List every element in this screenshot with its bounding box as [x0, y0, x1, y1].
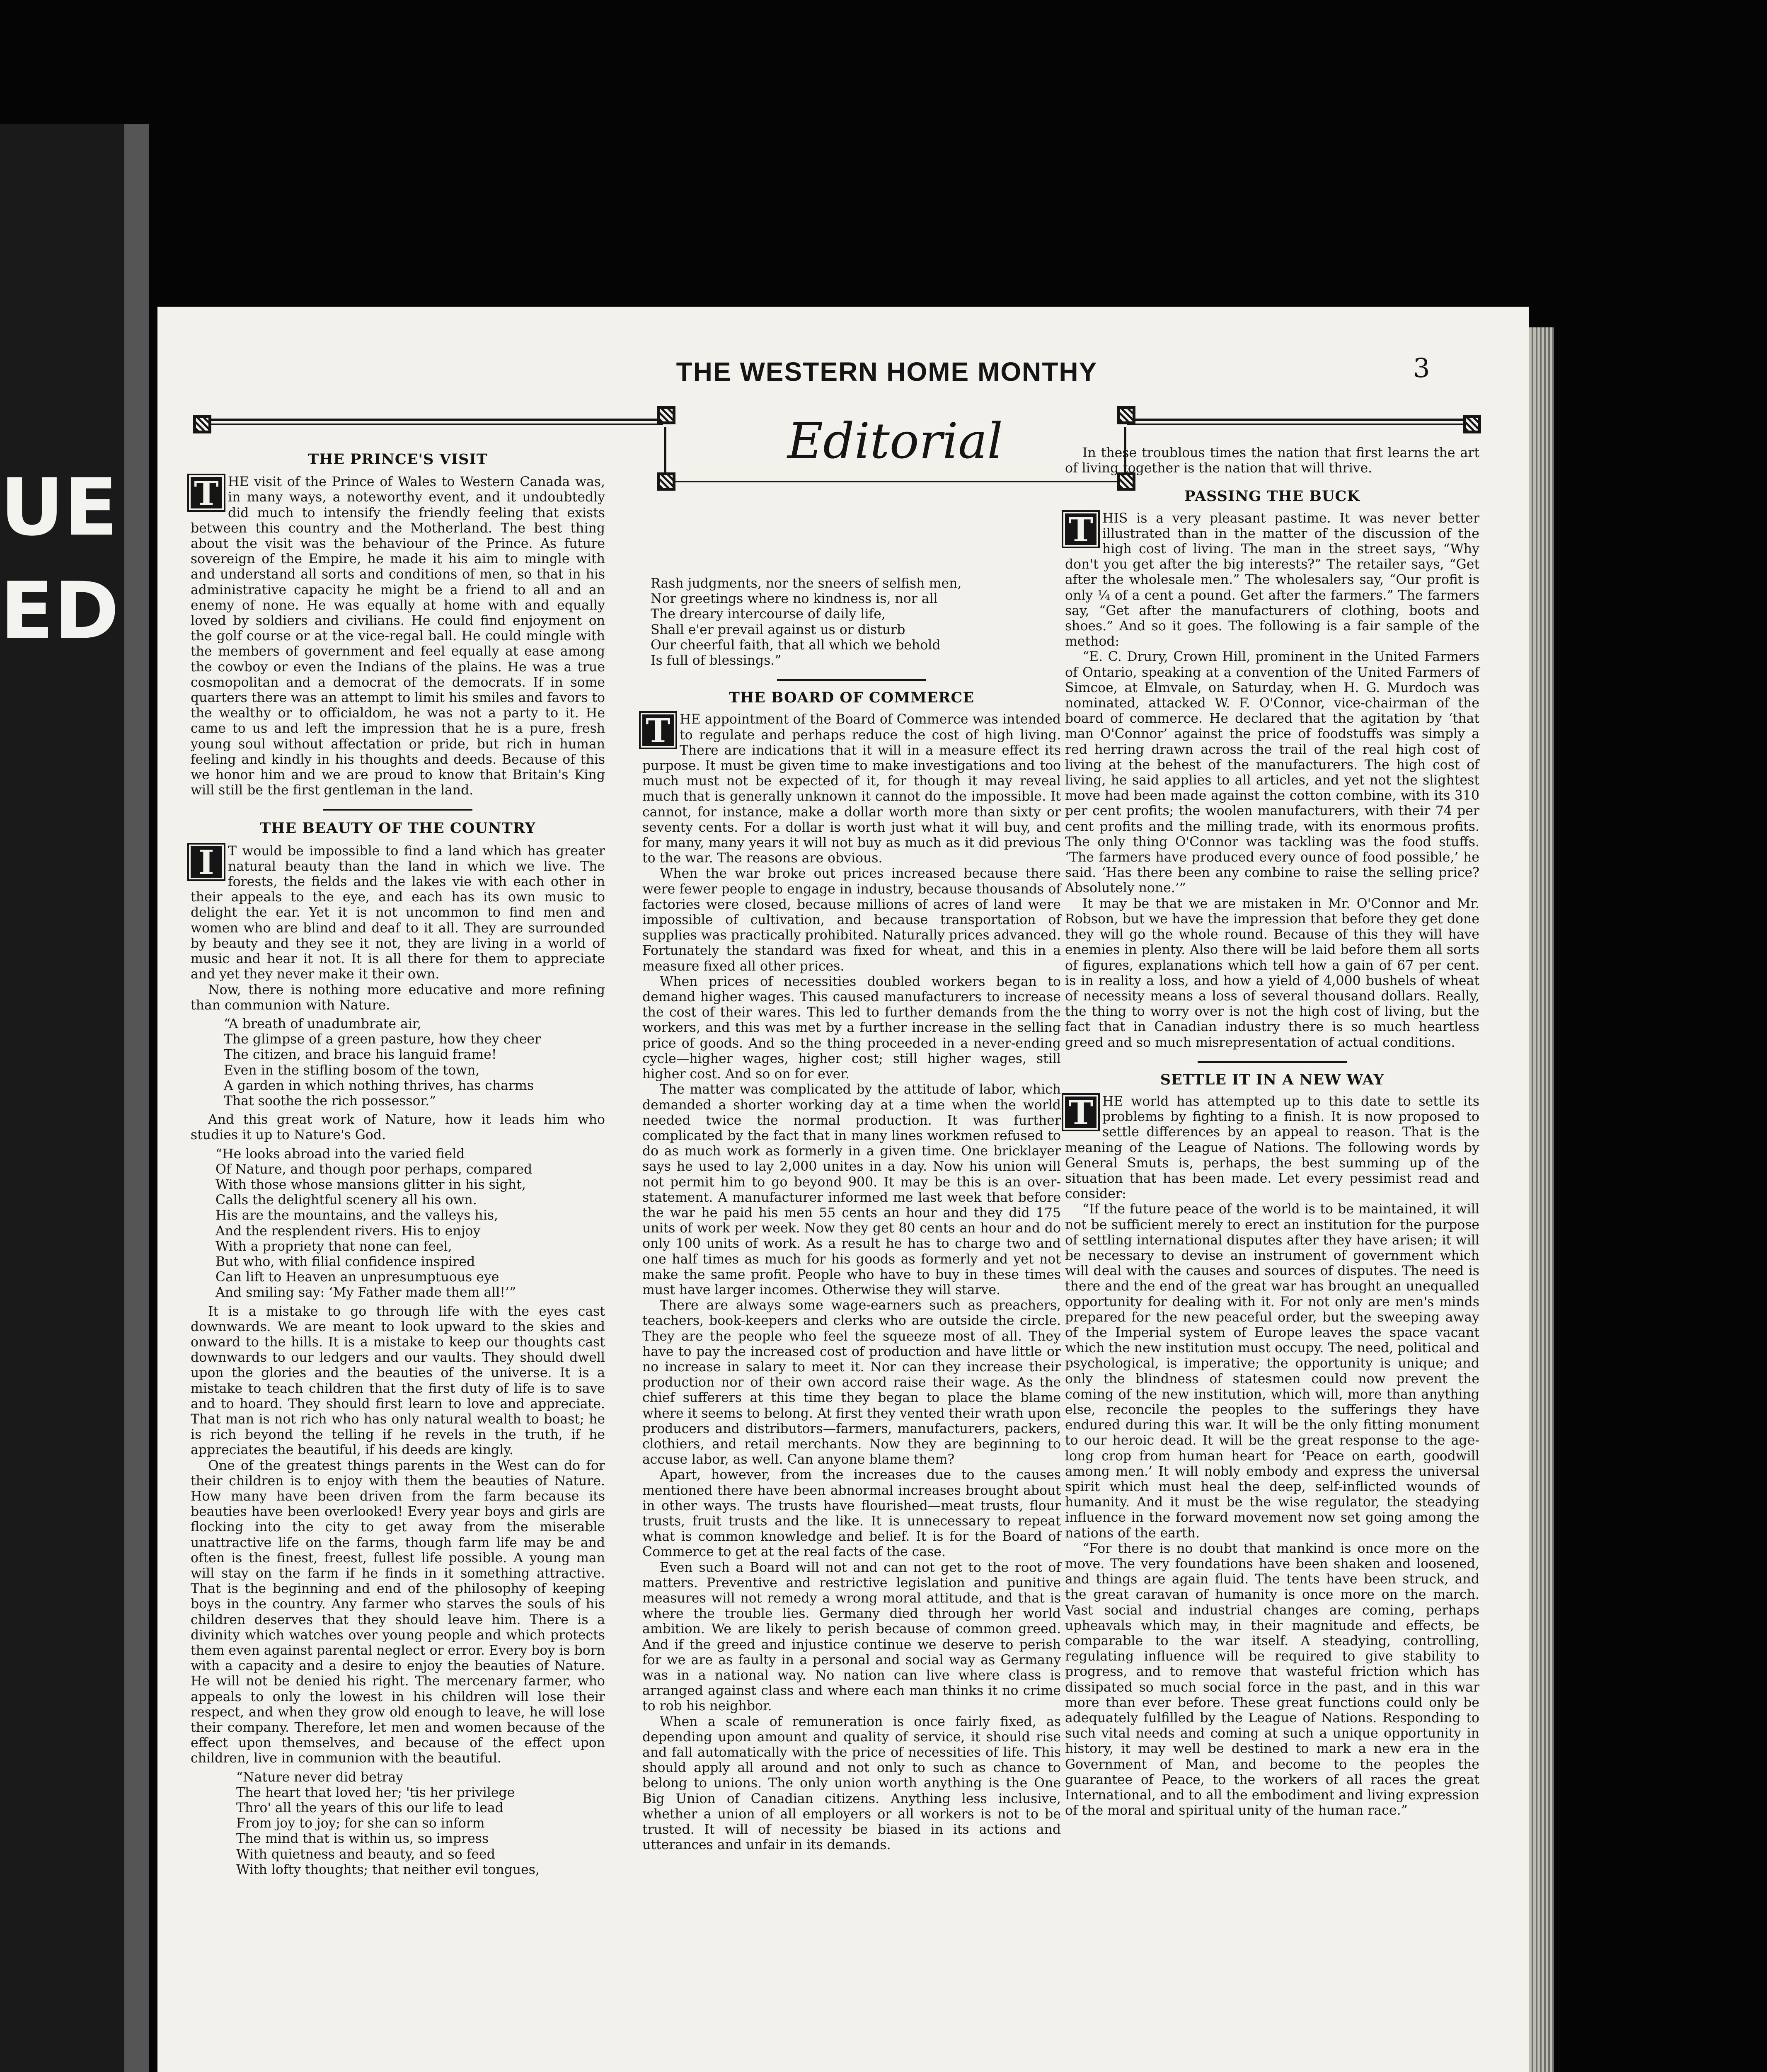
article-paragraph: When a scale of remuneration is once fairly fixed, as depending upon amount and quality of service, it should rise and fall automatically with the price of necessities of life. This should apply all around and not only to such as chance to belong to unions. The only union worth anything is the One Big Union of Canadian citizens. Anything less inclusive, whether a union of all employers or all workers is not to be trusted. It will of necessity be biased in its actions and utterances and unfair in its demands.: [642, 1714, 1061, 1853]
poem-line: Of Nature, and though poor perhaps, compared: [215, 1162, 533, 1177]
section-divider: [1198, 1061, 1347, 1063]
article-paragraph: Apart, however, from the increases due to the causes mentioned there have been abnormal increases brought about in other ways. The trusts have flourished—meat trusts, flour trusts, fruit trusts and the like. It is unnecessary to repeat what is common knowledge and belief. It is for the Board of Commerce to get at the real facts of the case.: [642, 1467, 1061, 1560]
page-number: 3: [1413, 353, 1430, 384]
poem-line: The citizen, and brace his languid frame!: [224, 1047, 497, 1063]
poem-line: From joy to joy; for she can so inform: [236, 1816, 485, 1831]
ornament-icon: [1463, 415, 1481, 433]
editorial-header: [659, 400, 1131, 481]
drop-cap: T: [642, 714, 674, 746]
poem-line: With a propriety that none can feel,: [215, 1239, 452, 1254]
drop-cap: I: [191, 846, 222, 878]
article-paragraph: T HE appointment of the Board of Commerce was intended to regulate and perhaps reduce the cost of high living. There are indications that it will in a measure effect its purpose. It must be given time to make investigations and too much must not be expected of it, for though it may reveal much that is generally unknown it cannot do the impossible. It cannot, for instance, make a dollar worth more than sixty or seventy cents. For a dollar is worth just what it will buy, and for many, many years it will not buy as much as it did previous to the war. The reasons are obvious.: [642, 711, 1061, 866]
ad-fragment-text: ED: [0, 565, 119, 657]
poem-line: But who, with filial confidence inspired: [215, 1254, 475, 1269]
drop-cap: T: [1065, 513, 1097, 545]
book-spine: [124, 124, 149, 2072]
poem-line: Shall e'er prevail against us or disturb: [651, 622, 905, 637]
poem-line: With those whose mansions glitter in his sight,: [215, 1177, 526, 1192]
poem-line: Nor greetings where no kindness is, nor all: [651, 591, 938, 607]
article-paragraph: “E. C. Drury, Crown Hill, prominent in the United Farmers of Ontario, speaking at a convention of the United Farmers of Simcoe, at Elmvale, on Saturday, when H. G. Murdoch was nominated, attacked W. F. O'Connor, vice-chairman of the board of commerce. He declared that the agitation by ‘that man O'Connor’ against the price of foodstuffs was simply a red herring drawn across the trail of the real high cost of living at the behest of the manufacturers. The high cost of living, he said applies to all articles, and yet not the slightest move had been made against the cotton combine, with its 310 per cent profits; the woolen manufacturers, with their 74 per cent profits and the milling trade, with its enormous profits. The only thing O'Connor was tackling was the food stuffs. ‘The farmers have produced every ounce of food possible,’ he said. ‘Has there been any combine to raise the selling price? Absolutely none.’”: [1065, 649, 1479, 896]
article-paragraph: It may be that we are mistaken in Mr. O'Connor and Mr. Robson, but we have the impression that before they get done they will go the whole round. Because of this they will have enemies in plenty. Also there will be laid before them all sorts of figures, explanations which tell how a gain of 67 per cent. is in reality a loss, and how a yield of 4,000 bushels of wheat of necessity means a loss of several thousand dollars. Really, the thing to worry over is not the high cost of living, but the fact that in Canadian industry there is so much heartless greed and so much misrepresentation of actual conditions.: [1065, 896, 1479, 1050]
section-title: Editorial: [787, 412, 1003, 470]
poem-line: His are the mountains, and the valleys his,: [215, 1208, 498, 1223]
poem-quote: [215, 1147, 605, 1301]
article-paragraph: Now, there is nothing more educative and more refining than communion with Nature.: [191, 982, 605, 1013]
poem-line: Thro' all the years of this our life to lead: [236, 1801, 503, 1816]
poem-line: With lofty thoughts; that neither evil tongues,: [236, 1862, 540, 1877]
editorial-frame-bottom: [675, 481, 1117, 482]
facing-page-advertisement: [0, 124, 124, 2072]
poem-quote: [236, 1770, 605, 1878]
header-rule-left-thin: [195, 424, 663, 425]
ornament-icon: [193, 415, 211, 433]
poem-line: And the resplendent rivers. His to enjoy: [215, 1223, 481, 1239]
article-paragraph: When the war broke out prices increased because there were fewer people to engage in industry, because thousands of factories were closed, because millions of acres of land were impossible of cultivation, and because transportation of supplies was practically prohibited. Naturally prices advanced. Fortunately the standard was fixed for wheat, and this in a measure fixed all other prices.: [642, 866, 1061, 974]
poem-line: “Nature never did betray: [236, 1769, 404, 1785]
article-paragraph: One of the greatest things parents in the West can do for their children is to enjoy with them the beauties of Nature. How many have been driven from the farm because its beauties have been overlooked! Every year boys and girls are flocking into the city to get away from the miserable unattractive life on the farms, though farm life may be and often is the finest, freest, fullest life possible. A young man will stay on the farm if he finds in it something attractive. That is the beginning and end of the philosophy of keeping boys in the country. Any farmer who starves the souls of his children deserves that they should leave him. There is a divinity which watches over young people and which protects them even against parental neglect or error. Every boy is born with a capacity and a desire to enjoy the beauties of Nature. He will not be denied his right. The mercenary farmer, who appeals to only the lowest in his children will lose their respect, and when they grow old enough to leave, he will lose their company. Therefore, let men and women because of the effect upon themselves, and because of the effect upon children, live in communion with the beautiful.: [191, 1458, 605, 1766]
poem-line: With quietness and beauty, and so feed: [236, 1847, 495, 1862]
poem-line: “He looks abroad into the varied field: [215, 1146, 465, 1162]
poem-line: The heart that loved her; 'tis her privilege: [236, 1785, 515, 1800]
article-paragraph: I T would be impossible to find a land which has greater natural beauty than the land in which we live. The forests, the fields and the lakes vie with each other in their appeals to the eye, and each has its own music to delight the ear. Yet it is not uncommon to find men and women who are blind and deaf to it all. They are surrounded by beauty and they see it not, they are living in a world of music and hear it not. It is all there for them to appreciate and yet they never make it their own.: [191, 842, 605, 982]
poem-line: Is full of blessings.”: [651, 653, 782, 668]
article-paragraph: T HE world has attempted up to this date to settle its problems by fighting to a finish. It is now proposed to settle differences by an appeal to reason. That is the meaning of the League of Nations. The following words by General Smuts is, perhaps, the best summing up of the situation that has been made. Let every pessimist read and consider:: [1065, 1093, 1479, 1202]
poem-line: “A breath of unadumbrate air,: [224, 1016, 421, 1031]
article-paragraph: And this great work of Nature, how it leads him who studies it up to Nature's God.: [191, 1112, 605, 1143]
article-title: SETTLE IT IN A NEW WAY: [1160, 1071, 1385, 1088]
article-title: PASSING THE BUCK: [1184, 488, 1360, 505]
article-paragraph: “If the future peace of the world is to be maintained, it will not be sufficient merely to erect an institution for the purpose of settling international disputes after they have arisen; it will be necessary to devise an instrument of government which will deal with the causes and sources of disputes. The need is there and the end of the great war has brought an unequalled opportunity for dealing with it. For not only are men's minds prepared for the new peaceful order, but the sweeping away of the Imperial system of Europe leaves the space vacant which the new institution must occupy. The need, political and psychological, is imperative; the opportunity is unique; and only the blindness of statesmen could now prevent the coming of the new institution, which will, more than anything else, reconcile the peoples to the sufferings they have endured during this war. It will be the only fitting monument to our heroic dead. It will be the great response to the age-long crop from human heart for ‘Peace on earth, goodwill among men.’ It will nobly embody and express the universal spirit which must heal the deep, self-inflicted wounds of humanity. And it must be the wise regulator, the steadying influence in the forward movement now set going among the nations of the earth.: [1065, 1202, 1479, 1541]
poem-line: The glimpse of a green pasture, how they cheer: [224, 1032, 541, 1047]
poem-quote: [224, 1017, 605, 1109]
article-paragraph: There are always some wage-earners such as preachers, teachers, book-keepers and clerks who are outside the circle. They are the people who feel the squeeze most of all. They have to pay the increased cost of production and have little or no increase in salary to meet it. Nor can they increase their production nor of their own accord raise their wage. As the chief sufferers at this time they began to place the blame where it seems to belong. At first they vented their wrath upon producers and distributors—farmers, manufacturers, packers, clothiers, and retail merchants. Now they are beginning to accuse labor, as well. Can anyone blame them?: [642, 1298, 1061, 1467]
right-column: [1065, 445, 1479, 1818]
article-paragraph: T HE visit of the Prince of Wales to Western Canada was, in many ways, a noteworthy event, and it undoubtedly did much to intensify the friendly feeling that exists between this country and the Motherland. The best thing about the visit was the behaviour of the Prince. As future sovereign of the Empire, he made it his aim to mingle with and understand all sorts and conditions of men, so that in his administrative capacity he might be a friend to all and an enemy of none. He was equally at home with and equally loved by soldiers and civilians. He could find enjoyment on the golf course or at the vice-regal ball. He could mingle with the members of government and feel equally at ease among the cowboy or even the Indians of the plains. He was a true cosmopolitan and a democrat of the democrats. If in some quarters there was an attempt to limit his smiles and favors to the wealthy or to officialdom, he was not a party to it. He came to us and left the impression that he is a pure, fresh young soul without affectation or pride, but rich in human feeling and kindly in his thoughts and deeds. Because of this we honor him and we are proud to know that Britain's King will still be the first gentleman in the land.: [191, 474, 605, 798]
article-paragraph: The matter was complicated by the attitude of labor, which demanded a shorter working day at a time when the world needed twice the normal production. It was further complicated by the fact that in many lines workmen refused to do as much work as formerly in a given time. One bricklayer says he used to lay 2,000 unites in a day. Now his union will not permit him to go beyond 900. It may be this is an over-statement. A manufacturer informed me last week that before the war he paid his men 55 cents an hour and they did 175 units of work per week. Now they get 80 cents an hour and do only 100 units of work. As a result he has to charge two and one half times as much for his goods as formerly and yet not make the same profit. People who have to buy in these times must have larger incomes. Otherwise they will starve.: [642, 1082, 1061, 1297]
page-edges: [1529, 327, 1554, 2072]
magazine-page: [157, 307, 1529, 2072]
article-title: THE PRINCE'S VISIT: [308, 451, 488, 468]
poem-line: And smiling say: ‘My Father made them all!’”: [215, 1285, 516, 1300]
poem-line: Calls the delightful scenery all his own.: [215, 1193, 477, 1208]
masthead: THE WESTERN HOME MONTHY: [676, 357, 1098, 387]
left-column: [191, 452, 605, 1878]
poem-line: Our cheerful faith, that all which we behold: [651, 637, 941, 653]
drop-cap: T: [1065, 1097, 1097, 1128]
poem-line: The mind that is within us, so impress: [236, 1831, 489, 1847]
article-title: THE BEAUTY OF THE COUNTRY: [260, 820, 536, 837]
article-paragraph: Even such a Board will not and can not get to the root of matters. Preventive and restrictive legislation and punitive measures will not remedy a wrong moral attitude, and that is where the trouble lies. Germany died through her world ambition. We are likely to perish because of common greed. And if the greed and injustice continue we deserve to perish for we are as faulty in a personal and social way as Germany was in a national way. No nation can live where class is arranged against class and where each man thinks it no crime to rob his neighbor.: [642, 1560, 1061, 1714]
article-paragraph: When prices of necessities doubled workers began to demand higher wages. This caused manufacturers to increase the cost of their wares. This led to further demands from the workers, and this was met by a further increase in the selling price of goods. And so the thing proceeded in a never-ending cycle—higher wages, higher cost; still higher wages, still higher cost. And so on for ever.: [642, 974, 1061, 1082]
middle-column: [642, 576, 1061, 1853]
section-divider: [323, 809, 472, 811]
drop-cap: T: [191, 477, 222, 508]
article-paragraph: It is a mistake to go through life with the eyes cast downwards. We are meant to look upward to the skies and onward to the hills. It is a mistake to keep our thoughts cast downwards to our ledgers and our vaults. They should dwell upon the glories and the beauties of the universe. It is a mistake to teach children that the first duty of life is to save and to hoard. They should first learn to love and appreciate. That man is not rich who has only natural wealth to boast; he is rich beyond the telling if he revels in the truth, if he appreciates the beautiful, if his deeds are kingly.: [191, 1304, 605, 1458]
header-rule-right-thin: [1127, 424, 1475, 425]
article-title: THE BOARD OF COMMERCE: [729, 689, 975, 707]
article-paragraph: T HIS is a very pleasant pastime. It was never better illustrated than in the matter of the discussion of the high cost of living. The man in the street says, “Why don't you get after the big interests?” The retailer says, “Get after the wholesale men.” The wholesalers say, “Our profit is only ¼ of a cent a pound. Get after the farmers.” The farmers say, “Get after the manufacturers of clothing, boots and shoes.” And so it goes. The following is a fair sample of the method:: [1065, 510, 1479, 649]
poem-quote: [651, 576, 1061, 668]
poem-line: That soothe the rich possessor.”: [224, 1093, 436, 1109]
ad-fragment-text: UE: [0, 462, 118, 553]
poem-line: Can lift to Heaven an unpresumptuous eye: [215, 1270, 499, 1285]
poem-line: Rash judgments, nor the sneers of selfish men,: [651, 576, 962, 591]
header-rule-right: [1127, 419, 1475, 421]
article-paragraph: In these troublous times the nation that first learns the art of living together is the nation that will thrive.: [1065, 445, 1479, 476]
poem-line: A garden in which nothing thrives, has charms: [224, 1078, 534, 1093]
article-paragraph: “For there is no doubt that mankind is once more on the move. The very foundations have been shaken and loosened, and things are again fluid. The tents have been struck, and the great caravan of humanity is once more on the march. Vast social and industrial changes are coming, perhaps upheavals which may, in their magnitude and effects, be comparable to the war itself. A steadying, controlling, regulating influence will be required to give stability to progress, and to remove that wasteful friction which has dissipated so much social force in the past, and in this war more than ever before. These great functions could only be adequately fulfilled by the League of Nations. Responding to such vital needs and coming at such a unique opportunity in history, it may well be destined to mark a new era in the Government of Man, and become to the peoples the guarantee of Peace, to the workers of all races the great International, and to all the embodiment and living expression of the moral and spiritual unity of the human race.”: [1065, 1541, 1479, 1818]
poem-line: Even in the stifling bosom of the town,: [224, 1063, 480, 1078]
section-divider: [777, 679, 926, 681]
poem-line: The dreary intercourse of daily life,: [651, 607, 886, 622]
header-rule-left: [195, 419, 663, 421]
